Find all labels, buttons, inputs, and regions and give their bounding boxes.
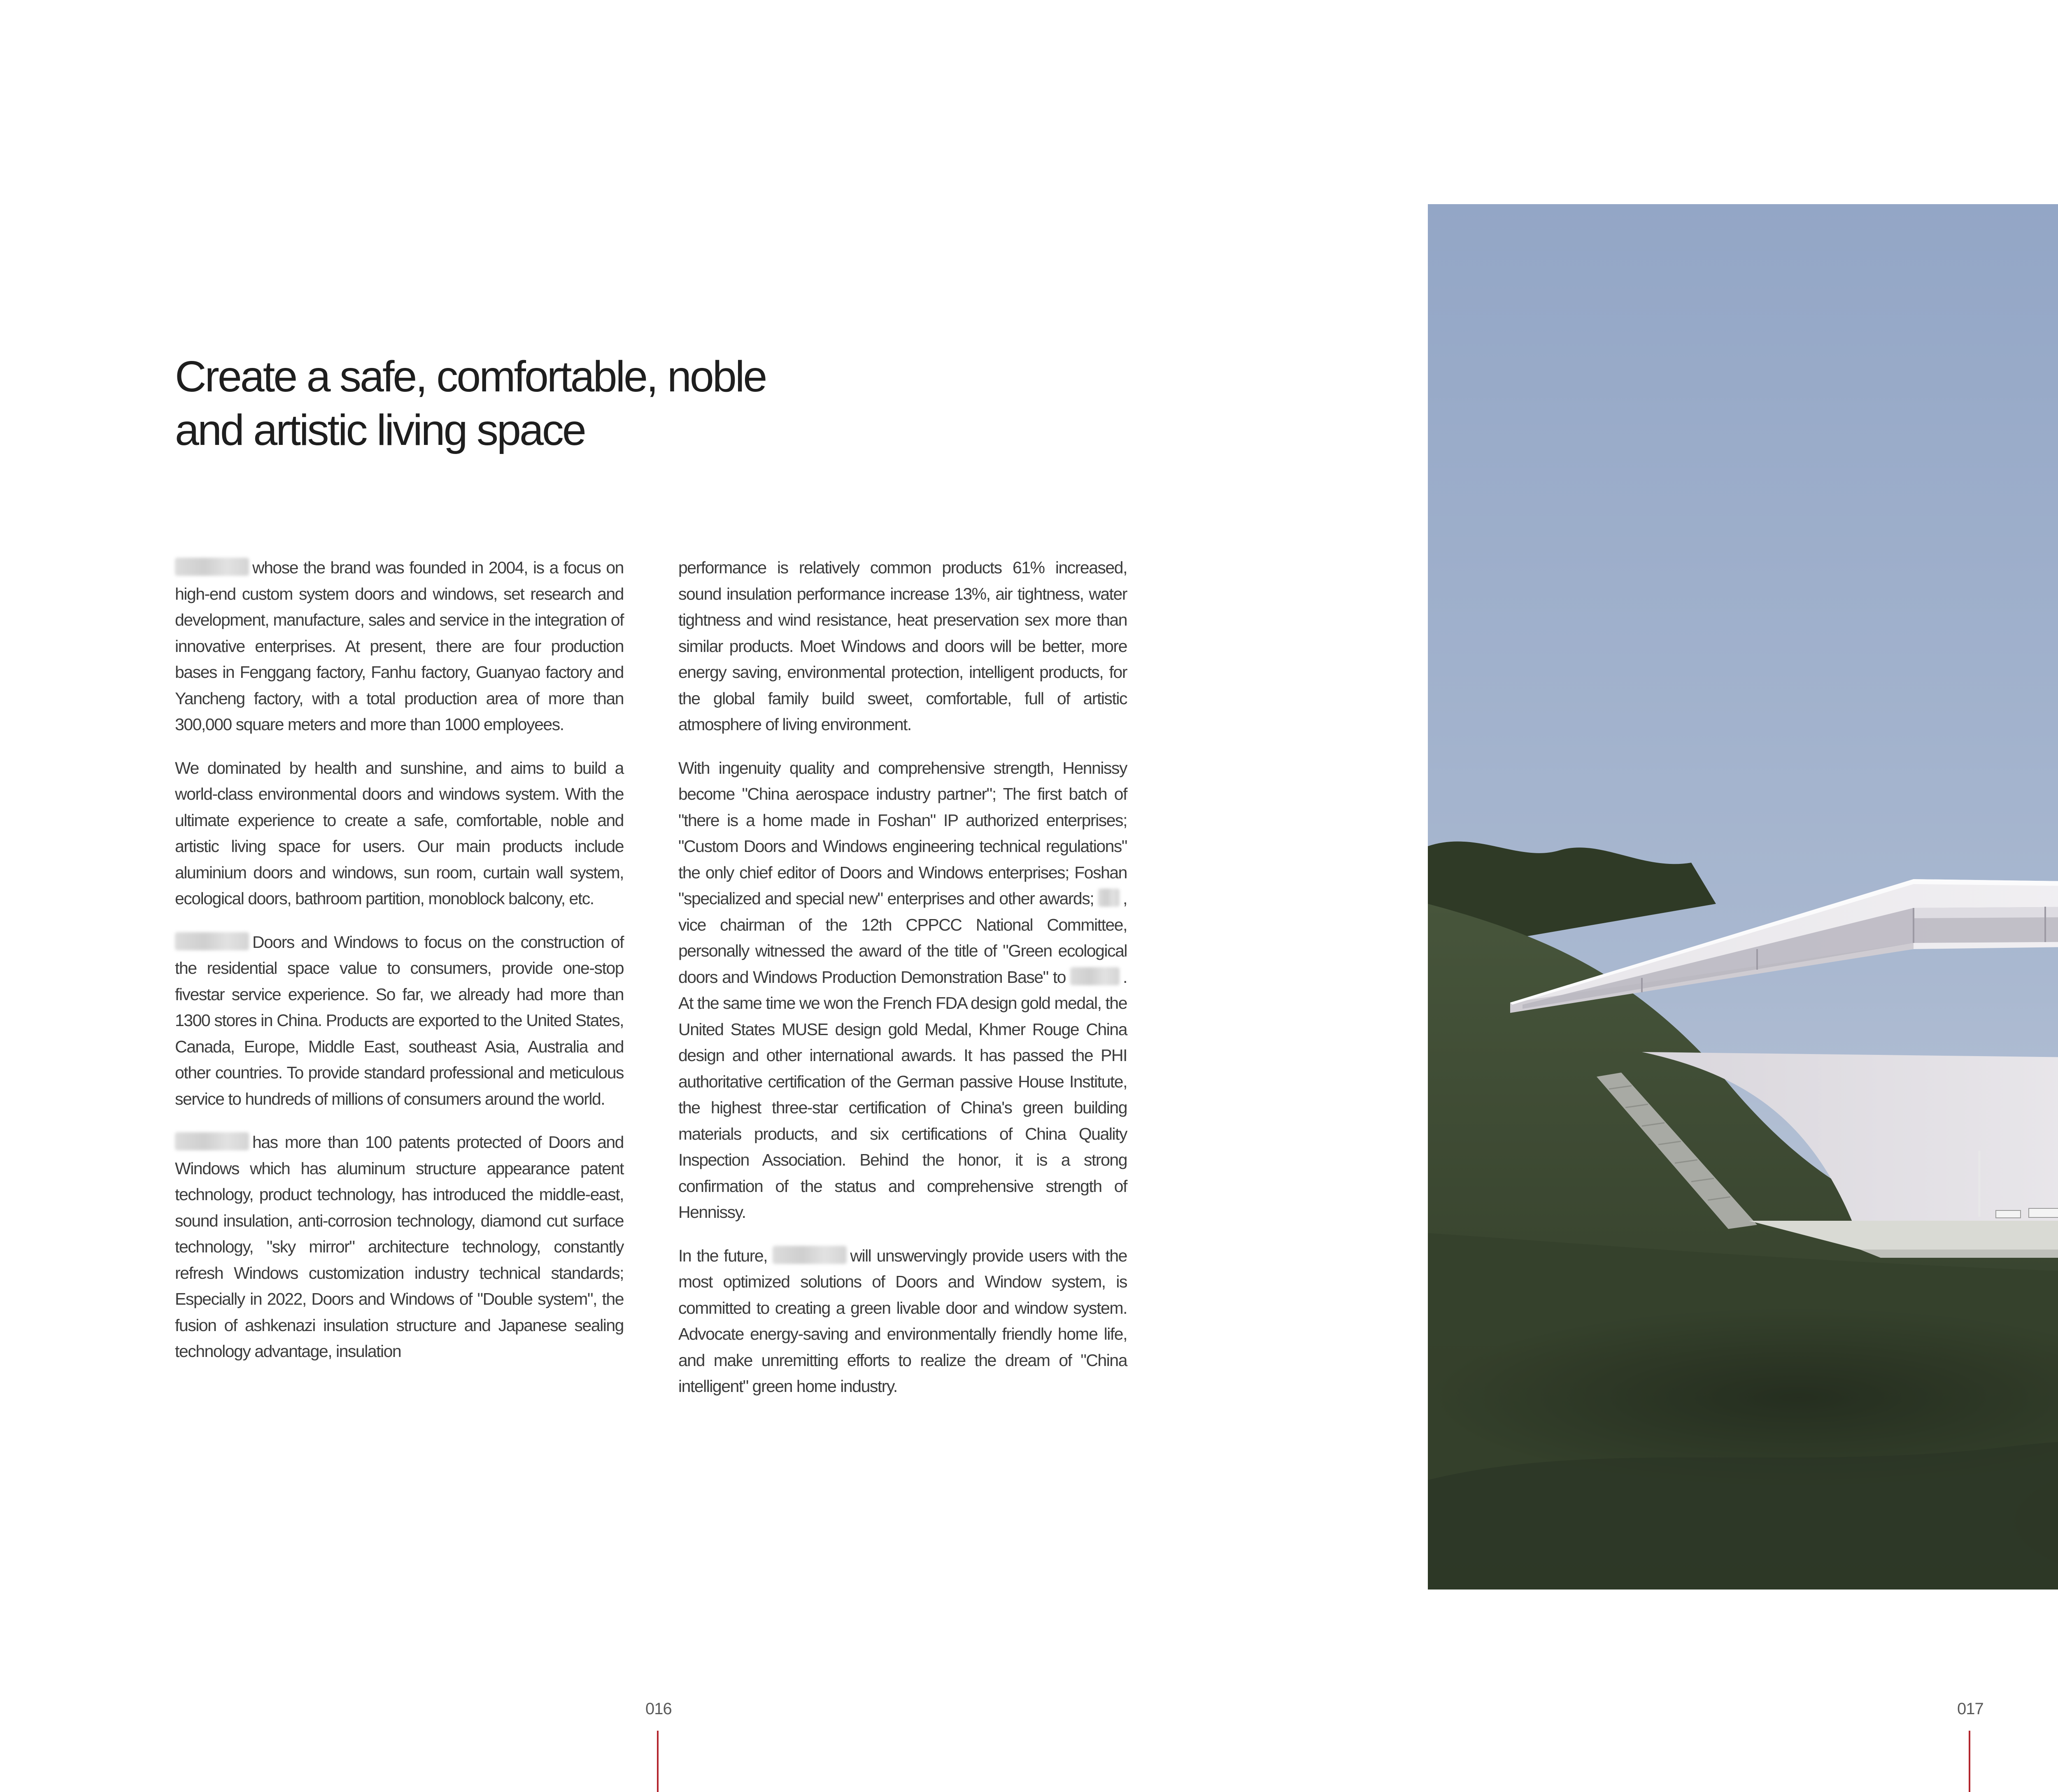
paragraph-text: Doors and Windows to focus on the construction of the residential space value to consumers, provide one-stop fivestar service experience. So far, we already had more than 1300 stores in China. Products are exported to the United States, Canada, Europe, Middle East, southeast Asia, Australia and other countries. To provide standard professional and meticulous service to hundreds of millions of consumers around the world. xyxy=(175,932,624,1108)
paragraph xyxy=(175,555,624,738)
page-number-right: 017 xyxy=(1957,1700,1984,1718)
headline-line-2: and artistic living space xyxy=(175,406,585,454)
house-photo xyxy=(1428,204,2058,1590)
paragraph-text: has more than 100 patents protected of Doors and Windows which has aluminum structure appearance patent technology, product technology, has introduced the middle-east, sound insulation, anti-corrosion technology, diamond cut surface technology, "sky mirror" architecture technology, constantly refresh Windows customization industry technical standards; Especially in 2022, Doors and Windows of "Double system", the fusion of ashkenazi insulation structure and Japanese sealing technology advantage, insulation xyxy=(175,1133,624,1361)
redacted-brand-name xyxy=(175,558,249,576)
paragraph-text: , vice chairman of the 12th CPPCC National Committee, personally witnessed the award of the title of "Green ecological doors and Windows Production Demonstration Base" to xyxy=(678,889,1127,987)
paragraph-text: will unswervingly provide users with the most optimized solutions of Doors and Window system, is committed to creating a green livable door and window system. Advocate energy-saving and environmentally friendly home life, and make unremitting efforts to realize the dream of "China intelligent" green home industry. xyxy=(678,1246,1127,1396)
page-number-rule-left xyxy=(657,1731,659,1792)
paragraph-text: In the future, xyxy=(678,1246,768,1265)
paragraph: We dominated by health and sunshine, and aims to build a world-class environmental doors and windows system. With the ultimate experience to create a safe, comfortable, noble and artistic living space for users. Our main products include aluminium doors and windows, sun room, curtain wall system, ecological doors, bathroom partition, monoblock balcony, etc. xyxy=(175,758,624,908)
right-page xyxy=(1312,0,2058,1792)
text-column-1 xyxy=(175,555,624,1382)
paragraph xyxy=(175,929,624,1112)
modern-house-illustration xyxy=(1428,204,2058,1590)
paragraph-text: With ingenuity quality and comprehensive strength, Hennissy become "China aerospace industry partner"; The first batch of "there is a home made in Foshan" IP authorized enterprises; "Custom Doors and Windows engineering technical regulations" the only chief editor of Doors and Windows enterprises; Foshan "specialized and special new" enterprises and other awards; xyxy=(678,758,1127,908)
redacted-brand-name xyxy=(175,932,249,950)
page-number-rule-right xyxy=(1969,1731,1970,1792)
headline-line-1: Create a safe, comfortable, noble xyxy=(175,352,766,401)
paragraph xyxy=(678,1243,1127,1400)
redacted-name xyxy=(1098,889,1120,907)
page-headline xyxy=(175,350,1122,457)
paragraph: performance is relatively common products 61% increased, sound insulation performance increase 13%, air tightness, water tightness and wind resistance, heat preservation sex more than similar products. Moet Windows and doors will be better, more energy saving, environmental protection, intelligent products, for the global family build sweet, comfortable, full of artistic atmosphere of living environment. xyxy=(678,558,1127,734)
page-number-left: 016 xyxy=(645,1700,672,1718)
redacted-brand-name xyxy=(1070,967,1120,985)
paragraph xyxy=(678,755,1127,1226)
paragraph-text: whose the brand was founded in 2004, is a focus on high-end custom system doors and windows, set research and development, manufacture, sales and service in the integration of innovative enterprises. At present, there are four production bases in Fenggang factory, Fanhu factory, Guanyao factory and Yancheng factory, with a total production area of more than 300,000 square meters and more than 1000 employees. xyxy=(175,558,624,734)
redacted-brand-name xyxy=(773,1246,847,1264)
paragraph-text: . At the same time we won the French FDA design gold medal, the United States MUSE design gold Medal, Khmer Rouge China design and other international awards. It has passed the PHI authoritative certification of the German passive House Institute, the highest three-star certification of China's green building materials products, and six certifications of China Quality Inspection Association. Behind the honor, it is a strong confirmation of the status and comprehensive strength of Hennissy. xyxy=(678,967,1127,1222)
redacted-brand-name xyxy=(175,1132,249,1150)
paragraph xyxy=(175,1129,624,1365)
text-column-2 xyxy=(678,555,1127,1417)
